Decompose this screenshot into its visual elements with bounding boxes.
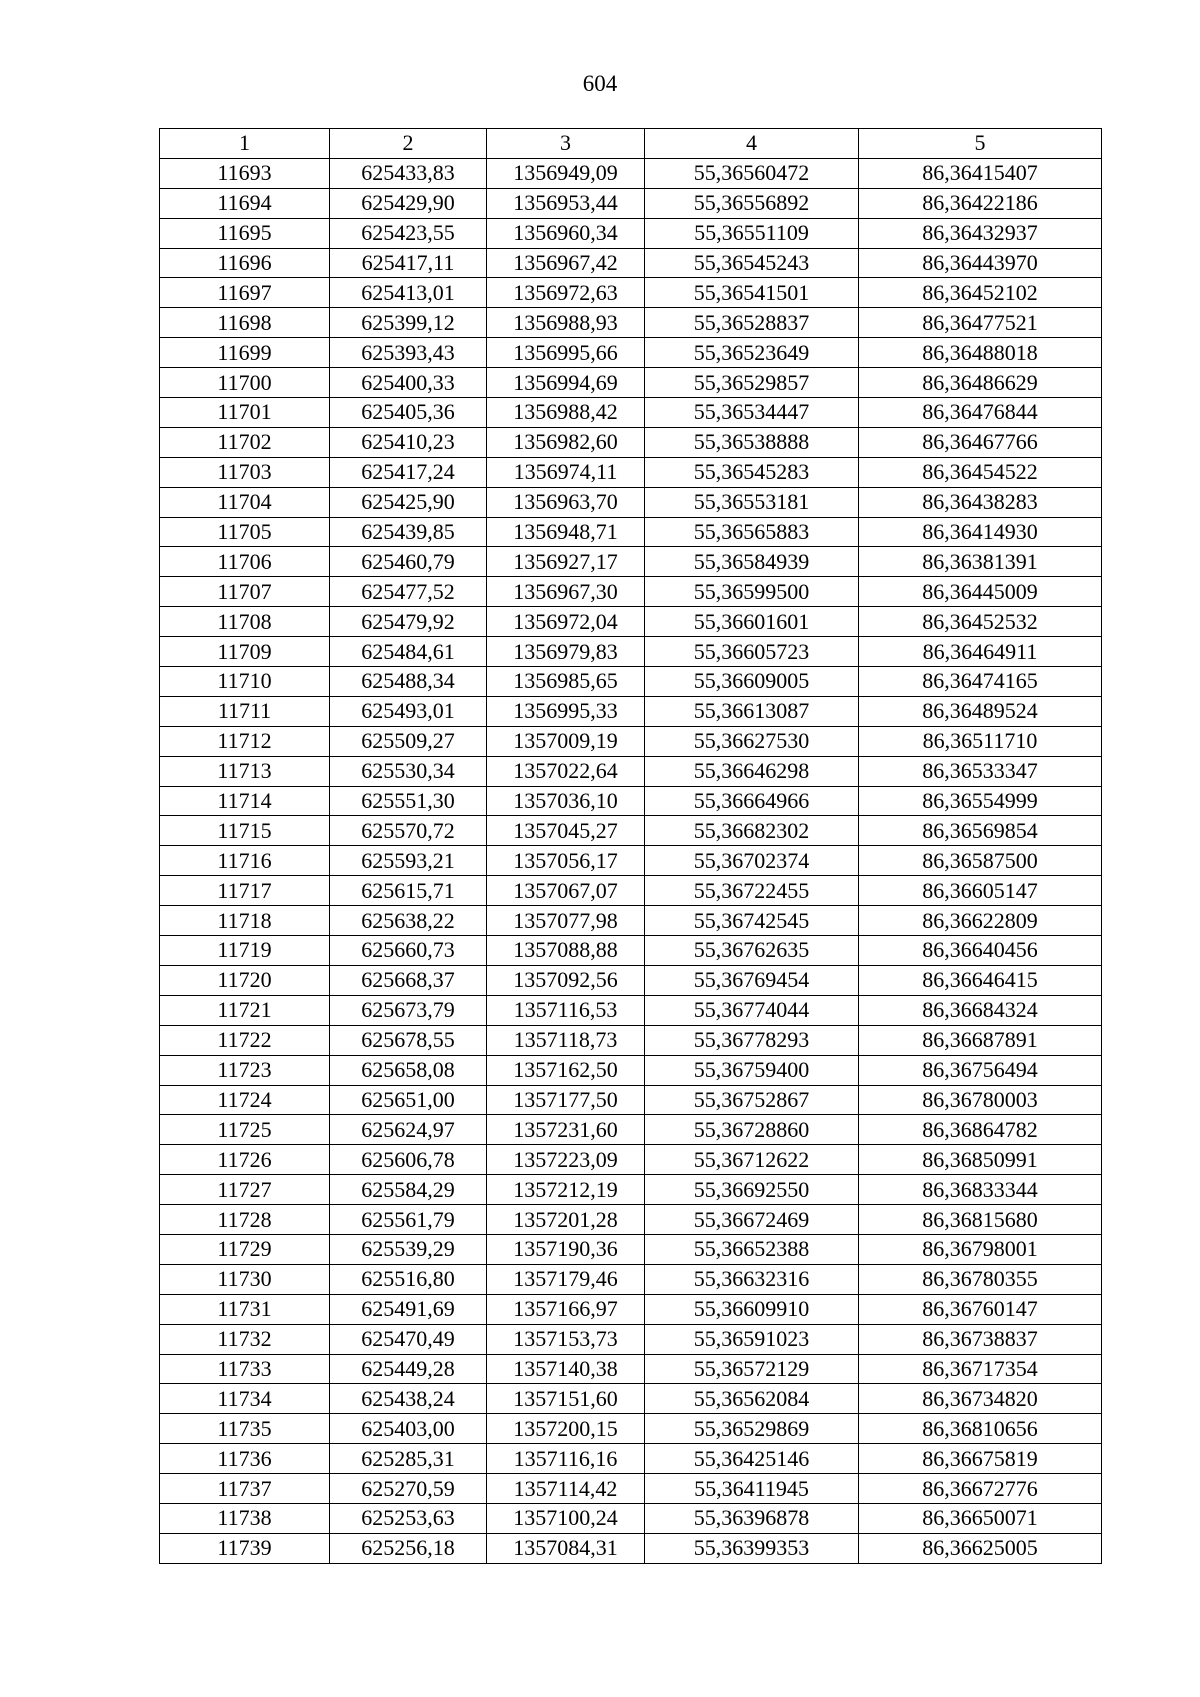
table-cell: 11728	[160, 1205, 330, 1235]
table-cell: 55,36528837	[645, 308, 859, 338]
table-cell: 1356982,60	[487, 427, 645, 457]
table-cell: 55,36728860	[645, 1115, 859, 1145]
table-cell: 11714	[160, 786, 330, 816]
table-cell: 11732	[160, 1324, 330, 1354]
table-row	[160, 1145, 1102, 1175]
table-cell: 11705	[160, 517, 330, 547]
table-cell: 86,36467766	[859, 427, 1102, 457]
table-cell: 55,36601601	[645, 607, 859, 637]
table-row	[160, 1444, 1102, 1474]
table-cell: 625570,72	[330, 816, 487, 846]
table-cell: 86,36511710	[859, 726, 1102, 756]
table-cell: 1356927,17	[487, 547, 645, 577]
table-cell: 11704	[160, 487, 330, 517]
table-cell: 11718	[160, 906, 330, 936]
table-cell: 1357201,28	[487, 1205, 645, 1235]
table-cell: 11700	[160, 368, 330, 398]
table-cell: 625651,00	[330, 1085, 487, 1115]
table-cell: 55,36759400	[645, 1055, 859, 1085]
table-cell: 11710	[160, 667, 330, 697]
table-cell: 625539,29	[330, 1234, 487, 1264]
table-cell: 1356974,11	[487, 457, 645, 487]
table-cell: 11695	[160, 218, 330, 248]
table-cell: 11723	[160, 1055, 330, 1085]
table-cell: 1357045,27	[487, 816, 645, 846]
table-cell: 625460,79	[330, 547, 487, 577]
table-cell: 11734	[160, 1384, 330, 1414]
table-cell: 1357153,73	[487, 1324, 645, 1354]
table-cell: 625256,18	[330, 1533, 487, 1563]
table-cell: 1357118,73	[487, 1025, 645, 1055]
table-row	[160, 278, 1102, 308]
table-cell: 1356949,09	[487, 158, 645, 188]
table-row	[160, 1115, 1102, 1145]
table-cell: 55,36562084	[645, 1384, 859, 1414]
table-cell: 1356988,42	[487, 398, 645, 428]
table-cell: 11708	[160, 607, 330, 637]
table-cell: 625470,49	[330, 1324, 487, 1354]
table-cell: 86,36486629	[859, 368, 1102, 398]
table-cell: 11736	[160, 1444, 330, 1474]
table-cell: 1357056,17	[487, 846, 645, 876]
table-row	[160, 995, 1102, 1025]
table-row	[160, 1474, 1102, 1504]
table-cell: 86,36717354	[859, 1354, 1102, 1384]
table-cell: 11729	[160, 1234, 330, 1264]
table-row	[160, 786, 1102, 816]
table-cell: 1356988,93	[487, 308, 645, 338]
table-row	[160, 398, 1102, 428]
table-cell: 55,36774044	[645, 995, 859, 1025]
table-cell: 55,36742545	[645, 906, 859, 936]
table-cell: 55,36591023	[645, 1324, 859, 1354]
table-row	[160, 517, 1102, 547]
table-row	[160, 1205, 1102, 1235]
table-cell: 625624,97	[330, 1115, 487, 1145]
table-cell: 55,36553181	[645, 487, 859, 517]
table-cell: 11696	[160, 248, 330, 278]
table-cell: 11706	[160, 547, 330, 577]
table-cell: 86,36780003	[859, 1085, 1102, 1115]
table-cell: 55,36572129	[645, 1354, 859, 1384]
table-cell: 11716	[160, 846, 330, 876]
table-cell: 1356967,42	[487, 248, 645, 278]
table-cell: 86,36810656	[859, 1414, 1102, 1444]
table-cell: 55,36752867	[645, 1085, 859, 1115]
table-cell: 1357212,19	[487, 1175, 645, 1205]
table-cell: 86,36476844	[859, 398, 1102, 428]
table-cell: 1356960,34	[487, 218, 645, 248]
table-cell: 11698	[160, 308, 330, 338]
table-cell: 11702	[160, 427, 330, 457]
table-cell: 86,36381391	[859, 547, 1102, 577]
table-cell: 625413,01	[330, 278, 487, 308]
table-cell: 86,36798001	[859, 1234, 1102, 1264]
table-cell: 55,36556892	[645, 188, 859, 218]
table-cell: 1357100,24	[487, 1503, 645, 1533]
table-cell: 55,36534447	[645, 398, 859, 428]
table-cell: 86,36554999	[859, 786, 1102, 816]
table-cell: 1356985,65	[487, 667, 645, 697]
table-row	[160, 876, 1102, 906]
table-cell: 86,36864782	[859, 1115, 1102, 1145]
table-row	[160, 906, 1102, 936]
table-cell: 625491,69	[330, 1294, 487, 1324]
table-cell: 1357116,53	[487, 995, 645, 1025]
table-cell: 1357166,97	[487, 1294, 645, 1324]
table-cell: 1356995,66	[487, 338, 645, 368]
table-cell: 625253,63	[330, 1503, 487, 1533]
table-cell: 11720	[160, 965, 330, 995]
table-cell: 11733	[160, 1354, 330, 1384]
table-cell: 625410,23	[330, 427, 487, 457]
table-cell: 11711	[160, 696, 330, 726]
table-cell: 55,36652388	[645, 1234, 859, 1264]
table-cell: 1356995,33	[487, 696, 645, 726]
table-cell: 86,36780355	[859, 1264, 1102, 1294]
table-cell: 86,36452532	[859, 607, 1102, 637]
table-cell: 1357190,36	[487, 1234, 645, 1264]
table-cell: 55,36702374	[645, 846, 859, 876]
table-cell: 1357151,60	[487, 1384, 645, 1414]
table-cell: 11737	[160, 1474, 330, 1504]
table-cell: 11699	[160, 338, 330, 368]
table-row	[160, 308, 1102, 338]
table-cell: 86,36438283	[859, 487, 1102, 517]
table-cell: 86,36489524	[859, 696, 1102, 726]
table-cell: 86,36464911	[859, 637, 1102, 667]
table-cell: 1356979,83	[487, 637, 645, 667]
table-cell: 1357022,64	[487, 756, 645, 786]
table-row	[160, 1175, 1102, 1205]
table-row	[160, 457, 1102, 487]
table-cell: 55,36762635	[645, 936, 859, 966]
table-cell: 11735	[160, 1414, 330, 1444]
table-cell: 11717	[160, 876, 330, 906]
table-cell: 55,36769454	[645, 965, 859, 995]
table-cell: 625530,34	[330, 756, 487, 786]
table-cell: 1357036,10	[487, 786, 645, 816]
table-row	[160, 936, 1102, 966]
table-cell: 86,36533347	[859, 756, 1102, 786]
table-cell: 86,36445009	[859, 577, 1102, 607]
table-cell: 55,36565883	[645, 517, 859, 547]
table-cell: 86,36734820	[859, 1384, 1102, 1414]
table-cell: 11730	[160, 1264, 330, 1294]
table-header-row	[160, 129, 1102, 159]
column-header: 5	[859, 129, 1102, 159]
table-cell: 625678,55	[330, 1025, 487, 1055]
table-row	[160, 756, 1102, 786]
table-cell: 1357088,88	[487, 936, 645, 966]
table-cell: 86,36760147	[859, 1294, 1102, 1324]
table-cell: 625606,78	[330, 1145, 487, 1175]
table-cell: 86,36650071	[859, 1503, 1102, 1533]
table-body	[160, 158, 1102, 1563]
table-cell: 1357200,15	[487, 1414, 645, 1444]
table-cell: 86,36738837	[859, 1324, 1102, 1354]
table-cell: 55,36609910	[645, 1294, 859, 1324]
table-cell: 11731	[160, 1294, 330, 1324]
table-row	[160, 965, 1102, 995]
table-cell: 86,36675819	[859, 1444, 1102, 1474]
table-cell: 625561,79	[330, 1205, 487, 1235]
table-cell: 625400,33	[330, 368, 487, 398]
table-cell: 11701	[160, 398, 330, 428]
table-cell: 55,36609005	[645, 667, 859, 697]
table-cell: 1357116,16	[487, 1444, 645, 1474]
table-cell: 55,36632316	[645, 1264, 859, 1294]
table-cell: 55,36646298	[645, 756, 859, 786]
column-header: 4	[645, 129, 859, 159]
table-cell: 625479,92	[330, 607, 487, 637]
table-cell: 625509,27	[330, 726, 487, 756]
table-row	[160, 368, 1102, 398]
table-cell: 625403,00	[330, 1414, 487, 1444]
table-cell: 625493,01	[330, 696, 487, 726]
table-cell: 625593,21	[330, 846, 487, 876]
table-cell: 86,36443970	[859, 248, 1102, 278]
column-header: 1	[160, 129, 330, 159]
table-cell: 86,36477521	[859, 308, 1102, 338]
table-cell: 86,36672776	[859, 1474, 1102, 1504]
table-cell: 11703	[160, 457, 330, 487]
table-cell: 11713	[160, 756, 330, 786]
table-cell: 11727	[160, 1175, 330, 1205]
table-cell: 625393,43	[330, 338, 487, 368]
table-cell: 625417,11	[330, 248, 487, 278]
table-cell: 11719	[160, 936, 330, 966]
table-cell: 11724	[160, 1085, 330, 1115]
table-cell: 625423,55	[330, 218, 487, 248]
table-cell: 625658,08	[330, 1055, 487, 1085]
table-row	[160, 1384, 1102, 1414]
table-cell: 1356963,70	[487, 487, 645, 517]
table-cell: 1357177,50	[487, 1085, 645, 1115]
table-cell: 11738	[160, 1503, 330, 1533]
table-cell: 625417,24	[330, 457, 487, 487]
table-cell: 86,36414930	[859, 517, 1102, 547]
table-cell: 625439,85	[330, 517, 487, 547]
table-cell: 86,36640456	[859, 936, 1102, 966]
table-cell: 55,36396878	[645, 1503, 859, 1533]
table-row	[160, 188, 1102, 218]
table-cell: 625660,73	[330, 936, 487, 966]
table-cell: 11722	[160, 1025, 330, 1055]
table-row	[160, 547, 1102, 577]
table-cell: 11726	[160, 1145, 330, 1175]
table-cell: 86,36850991	[859, 1145, 1102, 1175]
table-cell: 1357179,46	[487, 1264, 645, 1294]
table-cell: 86,36833344	[859, 1175, 1102, 1205]
table-cell: 625270,59	[330, 1474, 487, 1504]
table-cell: 1357223,09	[487, 1145, 645, 1175]
coordinates-table	[159, 128, 1102, 1564]
table-cell: 55,36664966	[645, 786, 859, 816]
table-row	[160, 1354, 1102, 1384]
table-cell: 625477,52	[330, 577, 487, 607]
table-cell: 86,36432937	[859, 218, 1102, 248]
table-cell: 1356967,30	[487, 577, 645, 607]
table-cell: 11721	[160, 995, 330, 1025]
table-cell: 86,36422186	[859, 188, 1102, 218]
table-row	[160, 846, 1102, 876]
table-row	[160, 1503, 1102, 1533]
table-cell: 1356972,63	[487, 278, 645, 308]
column-header: 3	[487, 129, 645, 159]
table-cell: 625516,80	[330, 1264, 487, 1294]
table-row	[160, 158, 1102, 188]
table-cell: 55,36541501	[645, 278, 859, 308]
table-cell: 625449,28	[330, 1354, 487, 1384]
table-row	[160, 637, 1102, 667]
table-cell: 55,36712622	[645, 1145, 859, 1175]
table-cell: 625438,24	[330, 1384, 487, 1414]
table-row	[160, 1533, 1102, 1563]
table-row	[160, 816, 1102, 846]
table-cell: 86,36605147	[859, 876, 1102, 906]
table-cell: 55,36399353	[645, 1533, 859, 1563]
table-cell: 55,36627530	[645, 726, 859, 756]
table-cell: 55,36529869	[645, 1414, 859, 1444]
table-cell: 1357140,38	[487, 1354, 645, 1384]
table-cell: 625405,36	[330, 398, 487, 428]
table-cell: 625425,90	[330, 487, 487, 517]
table-row	[160, 1085, 1102, 1115]
table-row	[160, 338, 1102, 368]
table-cell: 625488,34	[330, 667, 487, 697]
table-cell: 1357067,07	[487, 876, 645, 906]
table-cell: 1357092,56	[487, 965, 645, 995]
table-cell: 55,36545283	[645, 457, 859, 487]
table-cell: 86,36454522	[859, 457, 1102, 487]
table-cell: 86,36474165	[859, 667, 1102, 697]
table-row	[160, 1264, 1102, 1294]
table-cell: 86,36488018	[859, 338, 1102, 368]
table-cell: 86,36815680	[859, 1205, 1102, 1235]
table-cell: 11707	[160, 577, 330, 607]
table-row	[160, 1414, 1102, 1444]
table-row	[160, 667, 1102, 697]
column-header: 2	[330, 129, 487, 159]
table-cell: 625668,37	[330, 965, 487, 995]
table-cell: 55,36523649	[645, 338, 859, 368]
table-cell: 86,36687891	[859, 1025, 1102, 1055]
table-cell: 55,36411945	[645, 1474, 859, 1504]
table-cell: 55,36545243	[645, 248, 859, 278]
table-cell: 86,36587500	[859, 846, 1102, 876]
table-cell: 11712	[160, 726, 330, 756]
table-row	[160, 1055, 1102, 1085]
table-cell: 625584,29	[330, 1175, 487, 1205]
table-cell: 1356994,69	[487, 368, 645, 398]
table-cell: 55,36692550	[645, 1175, 859, 1205]
table-cell: 625399,12	[330, 308, 487, 338]
table-cell: 86,36646415	[859, 965, 1102, 995]
table-cell: 625615,71	[330, 876, 487, 906]
table-cell: 55,36722455	[645, 876, 859, 906]
table-row	[160, 607, 1102, 637]
table-row	[160, 218, 1102, 248]
table-row	[160, 487, 1102, 517]
table-cell: 11709	[160, 637, 330, 667]
table-cell: 55,36551109	[645, 218, 859, 248]
table-cell: 1357084,31	[487, 1533, 645, 1563]
table-row	[160, 427, 1102, 457]
table-row	[160, 577, 1102, 607]
table-cell: 11694	[160, 188, 330, 218]
table-cell: 86,36569854	[859, 816, 1102, 846]
table-cell: 86,36622809	[859, 906, 1102, 936]
table-cell: 86,36756494	[859, 1055, 1102, 1085]
table-row	[160, 726, 1102, 756]
table-cell: 11697	[160, 278, 330, 308]
table-cell: 11725	[160, 1115, 330, 1145]
table-cell: 1357114,42	[487, 1474, 645, 1504]
table-cell: 1357009,19	[487, 726, 645, 756]
table-cell: 86,36684324	[859, 995, 1102, 1025]
table-cell: 625285,31	[330, 1444, 487, 1474]
table-cell: 11693	[160, 158, 330, 188]
table-cell: 86,36415407	[859, 158, 1102, 188]
table-cell: 1356948,71	[487, 517, 645, 547]
table-cell: 86,36625005	[859, 1533, 1102, 1563]
table-cell: 625551,30	[330, 786, 487, 816]
table-cell: 625638,22	[330, 906, 487, 936]
table-cell: 86,36452102	[859, 278, 1102, 308]
table-cell: 55,36560472	[645, 158, 859, 188]
table-cell: 625673,79	[330, 995, 487, 1025]
table-row	[160, 1234, 1102, 1264]
table-cell: 625484,61	[330, 637, 487, 667]
table-row	[160, 696, 1102, 726]
table-cell: 55,36425146	[645, 1444, 859, 1474]
table-cell: 1357162,50	[487, 1055, 645, 1085]
table-cell: 1357077,98	[487, 906, 645, 936]
table-cell: 55,36613087	[645, 696, 859, 726]
table-cell: 55,36529857	[645, 368, 859, 398]
table-row	[160, 1294, 1102, 1324]
table-cell: 625429,90	[330, 188, 487, 218]
table-row	[160, 1025, 1102, 1055]
table-cell: 625433,83	[330, 158, 487, 188]
table-cell: 55,36672469	[645, 1205, 859, 1235]
table-cell: 55,36682302	[645, 816, 859, 846]
table-row	[160, 248, 1102, 278]
table-cell: 1357231,60	[487, 1115, 645, 1145]
table-cell: 55,36599500	[645, 577, 859, 607]
table-cell: 55,36605723	[645, 637, 859, 667]
table-cell: 55,36584939	[645, 547, 859, 577]
table-cell: 1356972,04	[487, 607, 645, 637]
table-cell: 55,36538888	[645, 427, 859, 457]
page-number: 604	[582, 71, 618, 96]
table-row	[160, 1324, 1102, 1354]
table-cell: 1356953,44	[487, 188, 645, 218]
table-cell: 55,36778293	[645, 1025, 859, 1055]
table-cell: 11715	[160, 816, 330, 846]
table-cell: 11739	[160, 1533, 330, 1563]
